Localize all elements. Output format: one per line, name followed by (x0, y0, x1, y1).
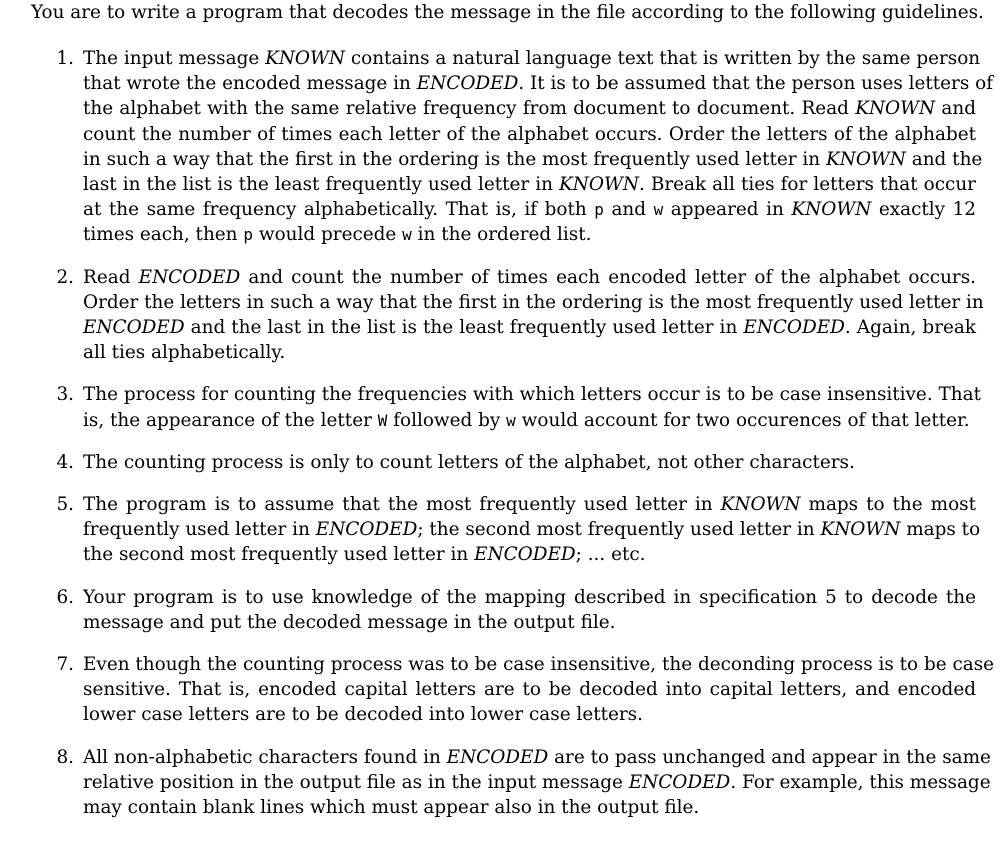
text-line (83, 315, 976, 340)
text-line (83, 542, 976, 567)
text-run: . Again, break (844, 317, 976, 339)
guideline-text (83, 382, 981, 432)
guideline-text (83, 652, 995, 728)
text-run: in the ordered list. (411, 224, 592, 246)
guideline-item (0, 492, 1006, 568)
text-run: and the last in the list is the least frequently used letter in (184, 317, 744, 339)
text-line (83, 770, 991, 795)
guideline-text (83, 265, 984, 366)
text-run: Even though the counting process was to be case insensitive, the deconding process is to be case (83, 654, 995, 676)
guideline-text (83, 585, 976, 635)
text-line (83, 492, 976, 517)
text-line (83, 745, 991, 770)
guideline-item (0, 265, 1006, 366)
text-run: all ties alphabetically. (83, 342, 286, 364)
keyword-term: KNOWN (265, 48, 345, 69)
text-line (83, 147, 983, 172)
guideline-number: 2. (56, 266, 74, 288)
keyword-term: ENCODED (446, 746, 549, 768)
keyword-term: KNOWN (855, 98, 936, 120)
text-run: and count the number of times each encoded letter of the alphabet occurs. (240, 266, 976, 288)
keyword-term: ENCODED (138, 266, 241, 288)
text-run: Your program is to use knowledge of the mapping described in specification 5 to decode the (83, 586, 976, 608)
text-run: The counting process is only to count letters of the alphabet, not other characters. (83, 451, 855, 473)
text-run: . Break all ties for letters that occur (638, 174, 976, 196)
text-line (83, 197, 976, 222)
keyword-term: ENCODED (83, 317, 185, 339)
text-run: message and put the decoded message in the output file. (83, 611, 616, 633)
guideline-item (0, 382, 1006, 432)
text-line (83, 610, 976, 635)
text-run: Order the letters in such a way that the first in the ordering is the most frequently used letter in (83, 291, 984, 313)
text-run: maps to (900, 519, 981, 541)
guideline-text (83, 745, 991, 821)
text-line (83, 677, 976, 702)
guideline-number: 1. (56, 48, 74, 69)
text-run: count the number of times each letter of the alphabet occurs. Order the letters of the alphabet (83, 123, 976, 145)
guideline-item (0, 585, 1006, 635)
guideline-item (0, 450, 1006, 475)
text-run: is, the appearance of the letter (83, 409, 378, 431)
guideline-number: 3. (56, 384, 74, 406)
code-letter: p (243, 225, 254, 245)
text-run: times each, then (83, 224, 244, 246)
text-run: exactly 12 (871, 199, 976, 221)
text-run: . For example, this message (730, 771, 991, 793)
guidelines-list (0, 46, 1006, 837)
guideline-item (0, 745, 1006, 821)
keyword-term: ENCODED (315, 519, 418, 541)
keyword-term: ENCODED (416, 73, 519, 95)
text-run: lower case letters are to be decoded into lower case letters. (83, 704, 643, 726)
text-run: relative position in the output file as in the input message (83, 771, 629, 793)
text-line (83, 702, 976, 727)
guideline-number: 6. (56, 586, 74, 608)
text-line (83, 71, 994, 96)
text-run: at the same frequency alphabetically. That is, if both (83, 199, 595, 221)
text-run: All non-alphabetic characters found in (83, 746, 447, 768)
text-run: and (935, 98, 976, 120)
text-run: the second most frequently used letter in (83, 544, 475, 566)
text-run: last in the list is the least frequently used letter in (83, 174, 560, 196)
text-run: in such a way that the first in the ordering is the most frequently used letter in (83, 148, 826, 170)
text-line (83, 517, 981, 542)
text-run: would precede (253, 224, 403, 246)
text-run: the alphabet with the same relative frequency from document to document. Read (83, 98, 856, 120)
text-run: ; the second most frequently used letter in (417, 519, 821, 541)
text-run: sensitive. That is, encoded capital letters are to be decoded into capital letters, and encoded (83, 679, 976, 701)
text-line (83, 122, 976, 147)
text-line (83, 450, 976, 475)
text-run: The program is to assume that the most frequently used letter in (83, 494, 721, 516)
text-run: that wrote the encoded message in (83, 73, 417, 95)
code-letter: p (594, 200, 604, 220)
text-line (83, 290, 984, 315)
guideline-item (0, 652, 1006, 728)
guideline-number: 8. (56, 746, 74, 768)
keyword-term: ENCODED (474, 544, 576, 566)
text-run: maps to the most (800, 494, 976, 516)
guideline-number: 7. (56, 654, 74, 676)
code-letter: W (377, 410, 388, 430)
text-run: frequently used letter in (83, 519, 316, 541)
text-line (83, 382, 981, 407)
text-run: and the (905, 148, 983, 170)
keyword-term: KNOWN (720, 494, 801, 516)
code-letter: w (402, 225, 412, 245)
text-run: may contain blank lines which must appear also in the output file. (83, 797, 700, 819)
text-line (83, 172, 976, 197)
text-run: ; ... etc. (575, 544, 646, 566)
text-run: The input message (83, 48, 266, 69)
guideline-text (83, 46, 994, 248)
text-run: Read (83, 266, 139, 288)
text-line (83, 340, 976, 365)
text-run: . It is to be assumed that the person uses letters of (518, 73, 994, 95)
text-line (83, 96, 976, 121)
keyword-term: KNOWN (826, 148, 906, 170)
text-line (83, 585, 976, 610)
guideline-item (0, 46, 1006, 248)
code-letter: w (506, 410, 516, 430)
keyword-term: ENCODED (743, 317, 845, 339)
keyword-term: KNOWN (791, 199, 872, 221)
text-run: and (603, 199, 654, 221)
guideline-number: 4. (56, 451, 74, 473)
keyword-term: KNOWN (559, 174, 639, 196)
text-line (83, 652, 995, 677)
text-line (83, 222, 976, 247)
text-line (83, 265, 976, 290)
text-run: appeared in (663, 199, 792, 221)
text-line (83, 46, 981, 71)
text-run: would account for two occurences of that letter. (515, 409, 970, 431)
intro-paragraph: You are to write a program that decodes the message in the file according to the following guidelines. (31, 2, 984, 23)
text-line (83, 408, 976, 433)
guideline-text (83, 492, 981, 568)
text-run: contains a natural language text that is written by the same person (345, 48, 981, 69)
text-run: followed by (387, 409, 507, 431)
text-run: are to pass unchanged and appear in the same (548, 746, 991, 768)
keyword-term: KNOWN (820, 519, 901, 541)
keyword-term: ENCODED (628, 771, 731, 793)
text-run: The process for counting the frequencies with which letters occur is to be case insensitive. That (83, 384, 981, 406)
guideline-number: 5. (56, 494, 74, 516)
text-line (83, 795, 976, 820)
guideline-text (83, 450, 976, 475)
code-letter: w (653, 200, 664, 220)
